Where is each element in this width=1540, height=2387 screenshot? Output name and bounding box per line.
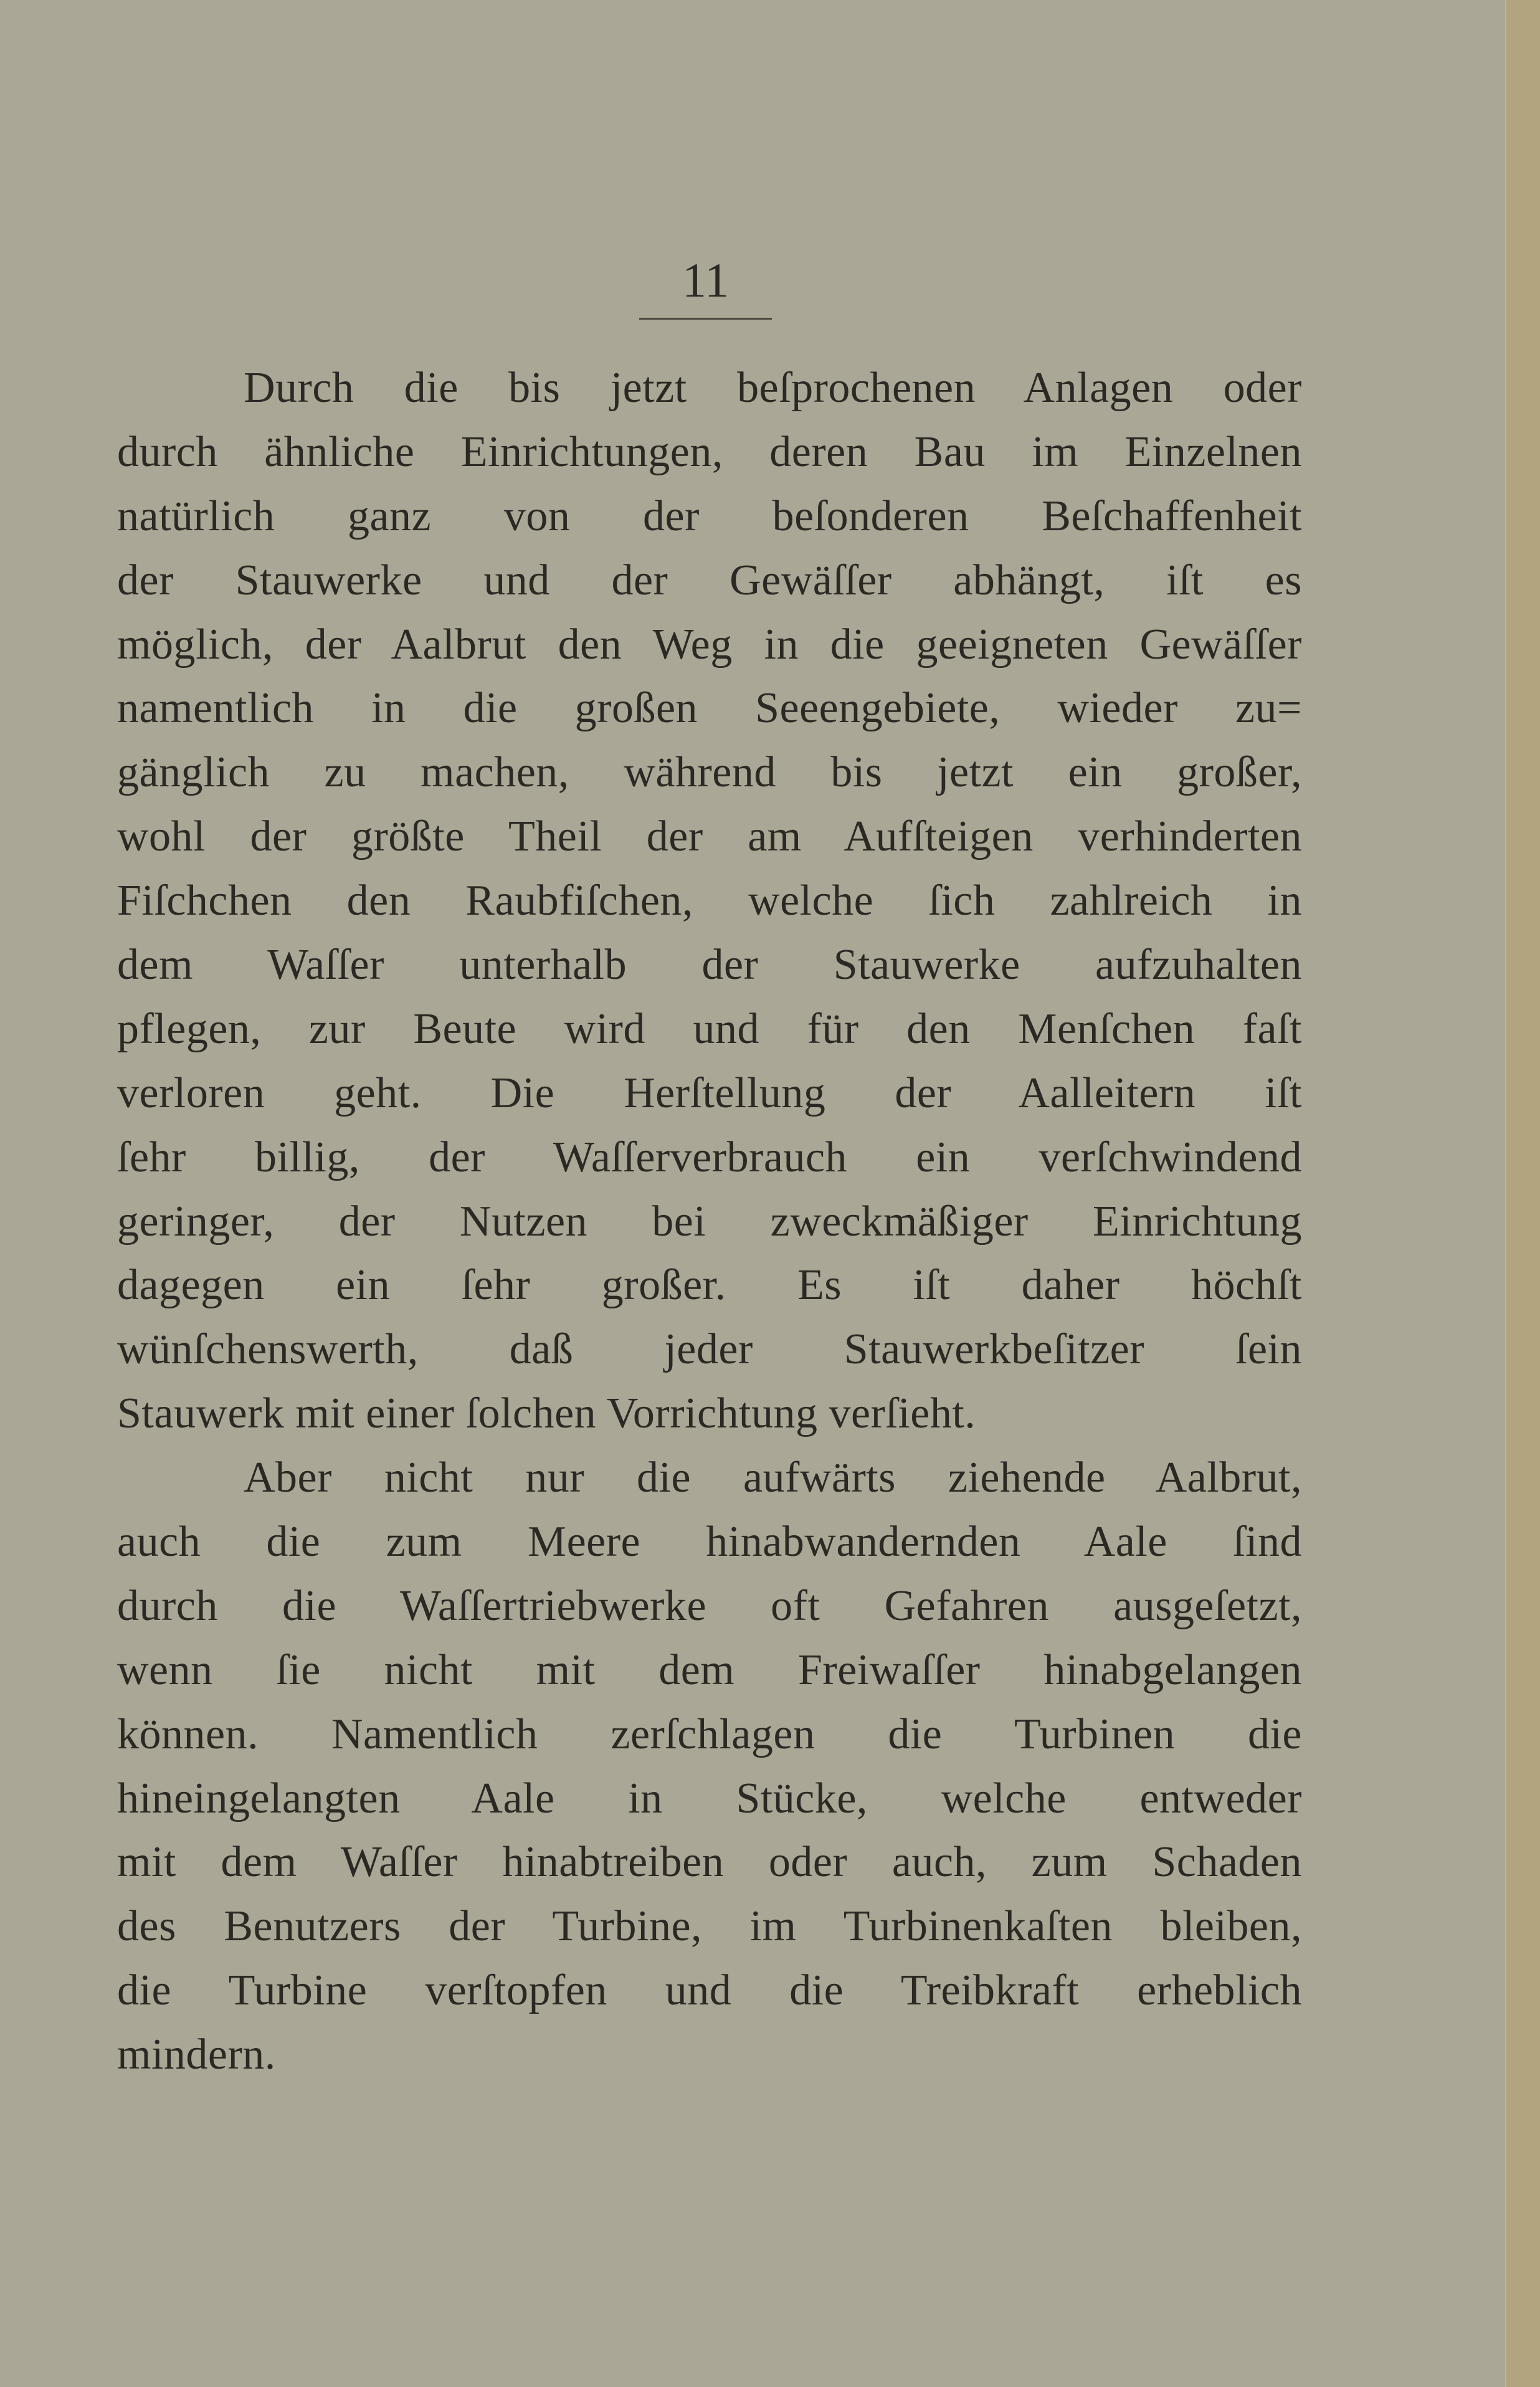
text-line: durch ähnliche Einrichtungen, deren Bau im Einzelnen xyxy=(117,427,1302,476)
text-line: dagegen ein ſehr großer. Es iſt daher höchſt xyxy=(117,1261,1302,1310)
text-line: geringer, der Nutzen bei zweckmäßiger Einrichtung xyxy=(117,1197,1302,1246)
page-number: 11 xyxy=(682,253,730,307)
text-line: verloren geht. Die Herſtellung der Aalleitern iſt xyxy=(117,1069,1302,1117)
text-line: durch die Waſſertriebwerke oft Gefahren ausgeſetzt, xyxy=(117,1581,1302,1630)
text-line: möglich, der Aalbrut den Weg in die geeigneten Gewäſſer xyxy=(117,620,1302,669)
text-line: Fiſchchen den Raubfiſchen, welche ſich zahlreich in xyxy=(117,877,1302,925)
text-line: die Turbine verſtopfen und die Treibkraft erheblich xyxy=(117,1966,1302,2015)
text-line: Aber nicht nur die aufwärts ziehende Aalbrut, xyxy=(244,1454,1302,1502)
body-text xyxy=(117,356,1302,2087)
text-line: des Benutzers der Turbine, im Turbinenkaſten bleiben, xyxy=(117,1902,1302,1951)
text-line: der Stauwerke und der Gewäſſer abhängt, iſt es xyxy=(117,556,1302,604)
text-line: wenn ſie nicht mit dem Freiwaſſer hinabgelangen xyxy=(117,1646,1302,1694)
text-line: hineingelangten Aale in Stücke, welche entweder xyxy=(117,1774,1302,1822)
page-edge xyxy=(1505,0,1540,2387)
text-line: namentlich in die großen Seeengebiete, wieder zu= xyxy=(117,684,1302,733)
page-number-rule xyxy=(639,318,772,320)
text-line: dem Waſſer unterhalb der Stauwerke aufzuhalten xyxy=(117,941,1302,989)
text-line: mindern. xyxy=(117,2031,276,2079)
text-line: natürlich ganz von der beſonderen Beſchaffenheit xyxy=(117,492,1302,540)
text-line: ſehr billig, der Waſſerverbrauch ein verſchwindend xyxy=(117,1133,1302,1181)
text-line: wünſchenswerth, daß jeder Stauwerkbeſitzer ſein xyxy=(117,1325,1302,1374)
text-line: mit dem Waſſer hinabtreiben oder auch, zum Schaden xyxy=(117,1838,1302,1887)
text-line: Durch die bis jetzt beſprochenen Anlagen oder xyxy=(244,364,1302,412)
text-line: können. Namentlich zerſchlagen die Turbinen die xyxy=(117,1710,1302,1758)
text-line: Stauwerk mit einer ſolchen Vorrichtung verſieht. xyxy=(117,1389,976,1438)
text-line: gänglich zu machen, während bis jetzt ein großer, xyxy=(117,748,1302,797)
text-line: wohl der größte Theil der am Aufſteigen verhinderten xyxy=(117,812,1302,861)
text-line: auch die zum Meere hinabwandernden Aale ſind xyxy=(117,1518,1302,1566)
text-line: pflegen, zur Beute wird und für den Menſchen faſt xyxy=(117,1004,1302,1053)
